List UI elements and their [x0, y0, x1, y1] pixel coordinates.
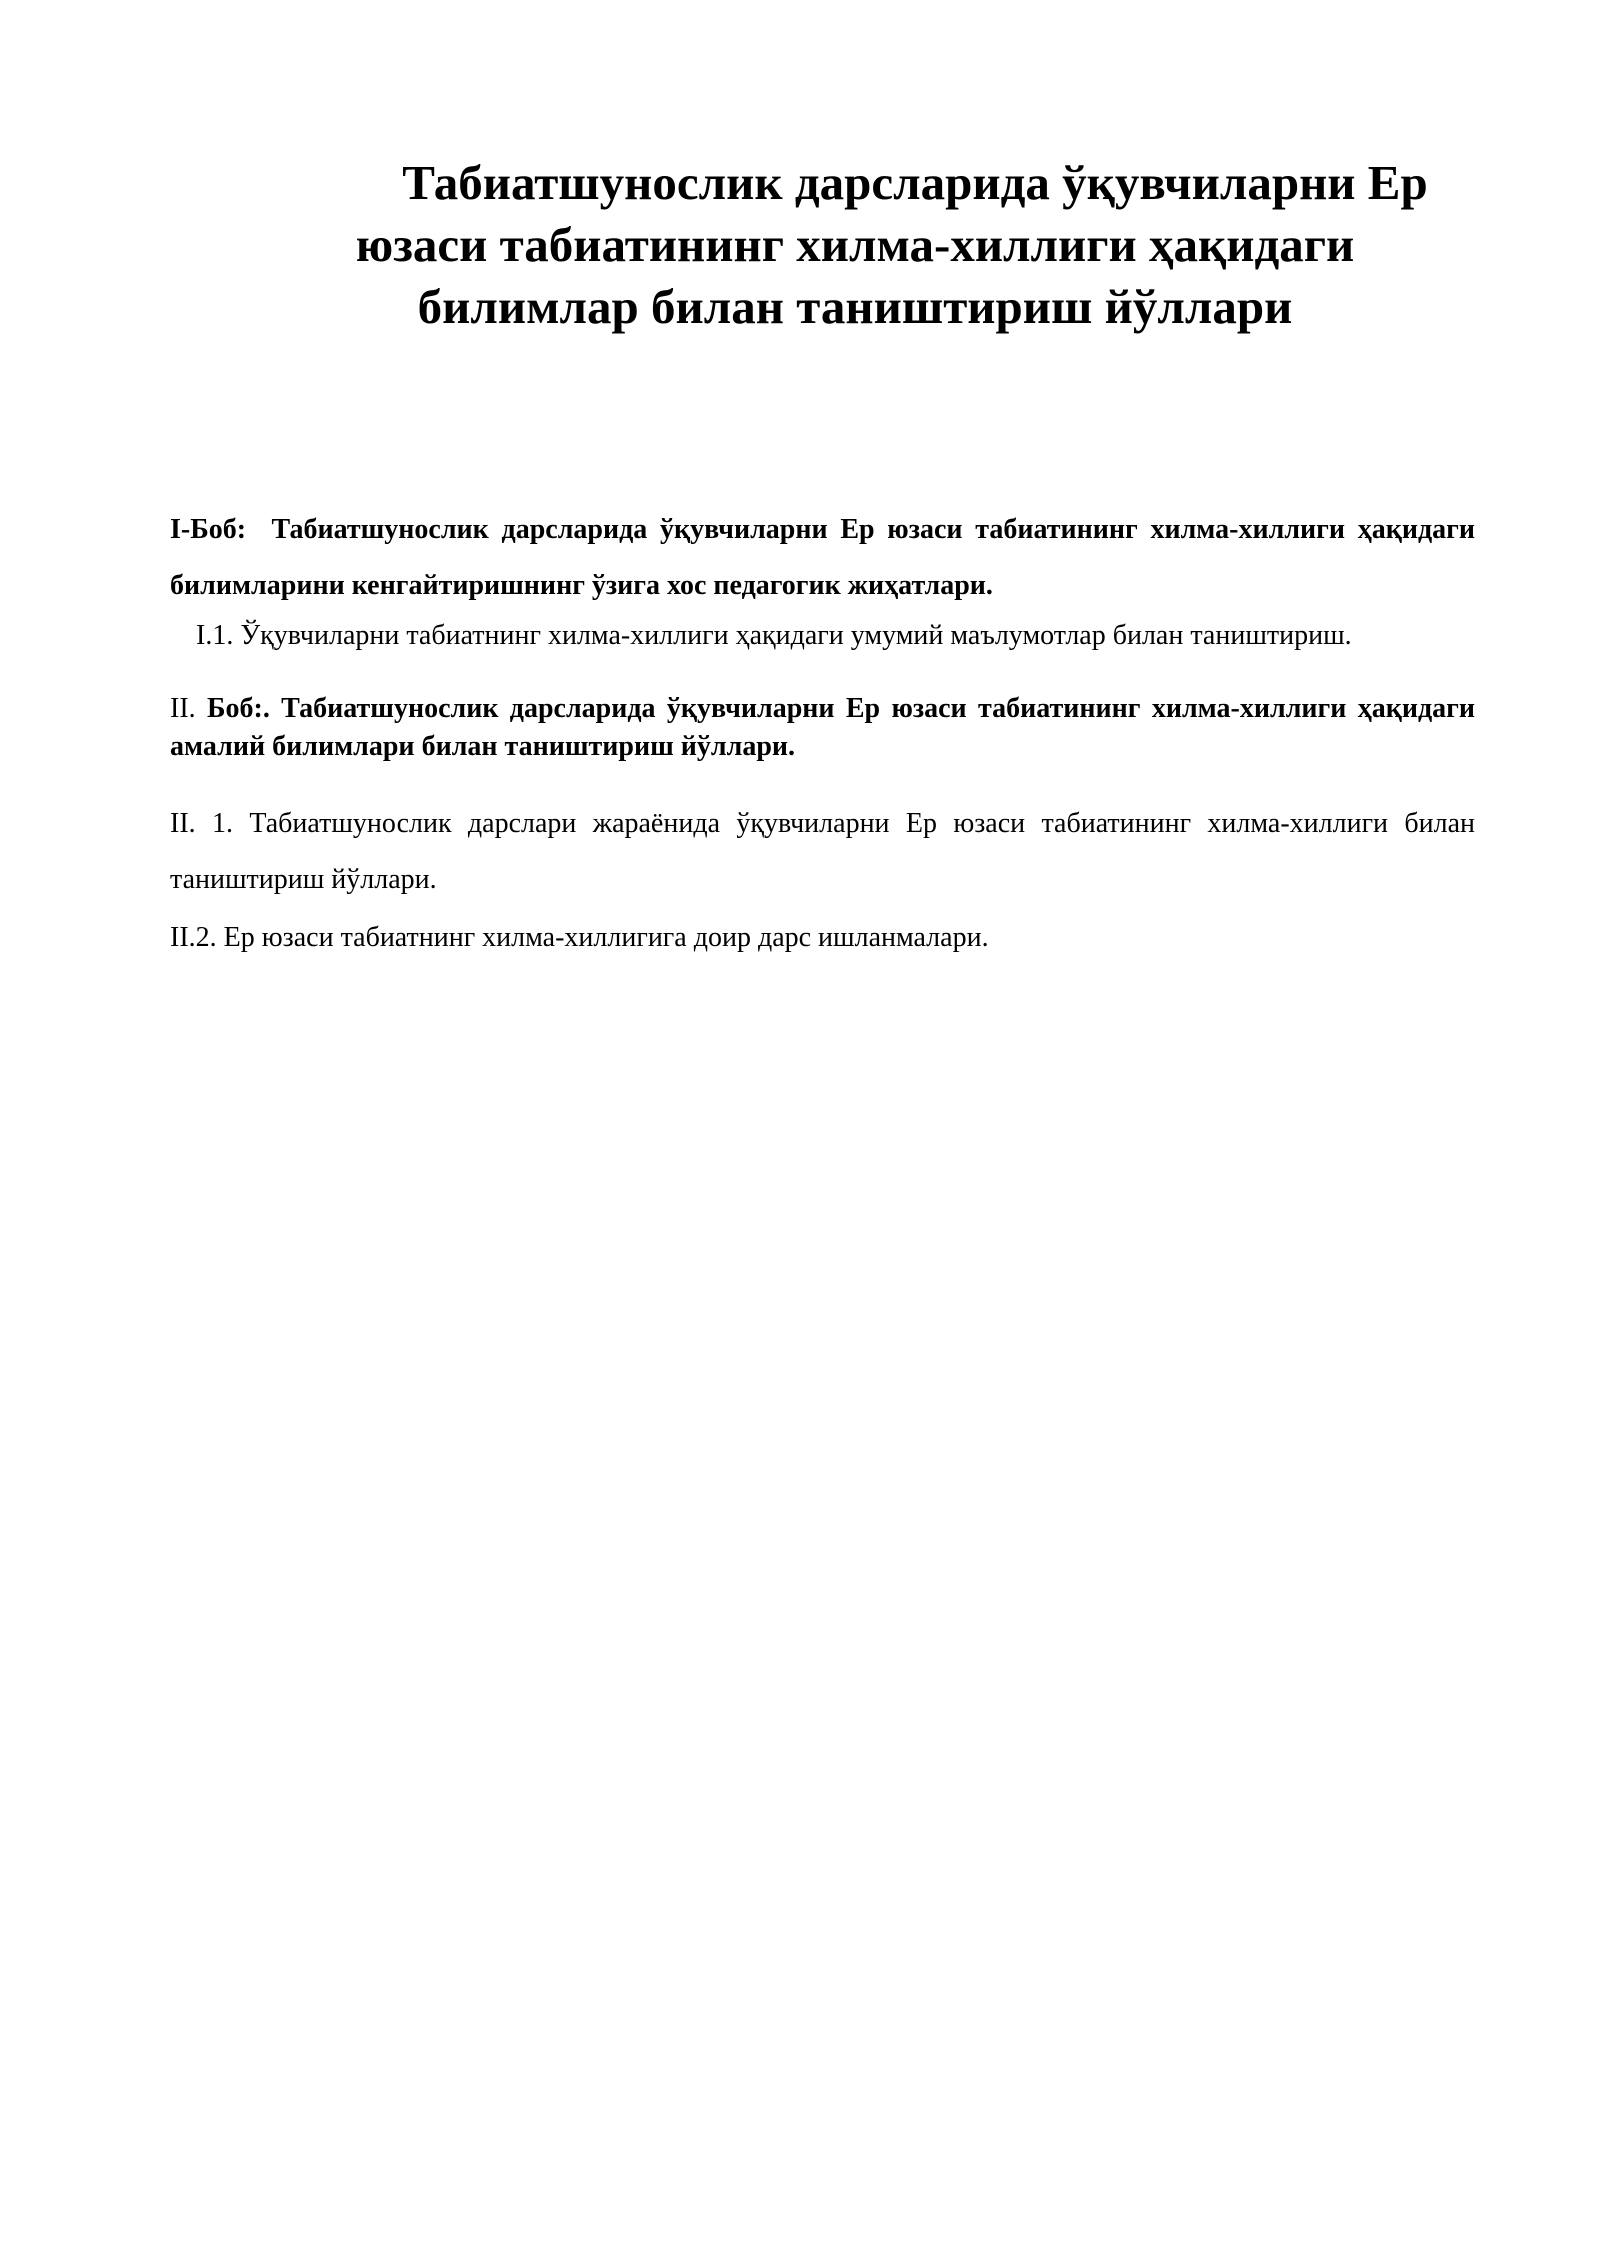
title-line-2: юзаси табиатининг хилма-хиллиги ҳақидаги: [355, 217, 1355, 272]
chapter-1-heading: [170, 502, 1475, 614]
title-line-1: Табиатшунослик дарсларида ўқувчиларни Ер: [402, 155, 1428, 210]
title-line-3: билимлар билан таништириш йўллари: [417, 279, 1293, 334]
chapter-2-heading: [170, 690, 1475, 766]
section-2-1: II. 1. Табиатшунослик дарслари жараёнида ўқувчиларни Ер юзаси табиатининг хилма-хиллиги билан таништириш йўллари.: [170, 808, 1475, 895]
chapter-1-label: I-Боб:: [170, 514, 247, 545]
section-2-2: II.2. Ер юзаси табиатнинг хилма-хиллигига доир дарс ишланмалари.: [170, 922, 989, 953]
section-1-1: I.1. Ўқувчиларни табиатнинг хилма-хиллиги ҳақидаги умумий маълумотлар билан таништириш.: [196, 620, 1352, 651]
chapter-2-label: II.: [170, 693, 196, 724]
chapter-1-text: Табиатшунослик дарсларида ўқувчиларни Ер юзаси табиатининг хилма-хиллиги ҳақидаги билимларини кенгайтиришнинг ўзига хос педагогик жиҳатлари.: [170, 514, 1476, 601]
chapter-2-text: Боб:. Табиатшунослик дарсларида ўқувчиларни Ер юзаси табиатининг хилма-хиллиги ҳақидаги амалий билимлари билан таништириш йўллари.: [170, 693, 1476, 762]
document-title: [270, 152, 1440, 338]
